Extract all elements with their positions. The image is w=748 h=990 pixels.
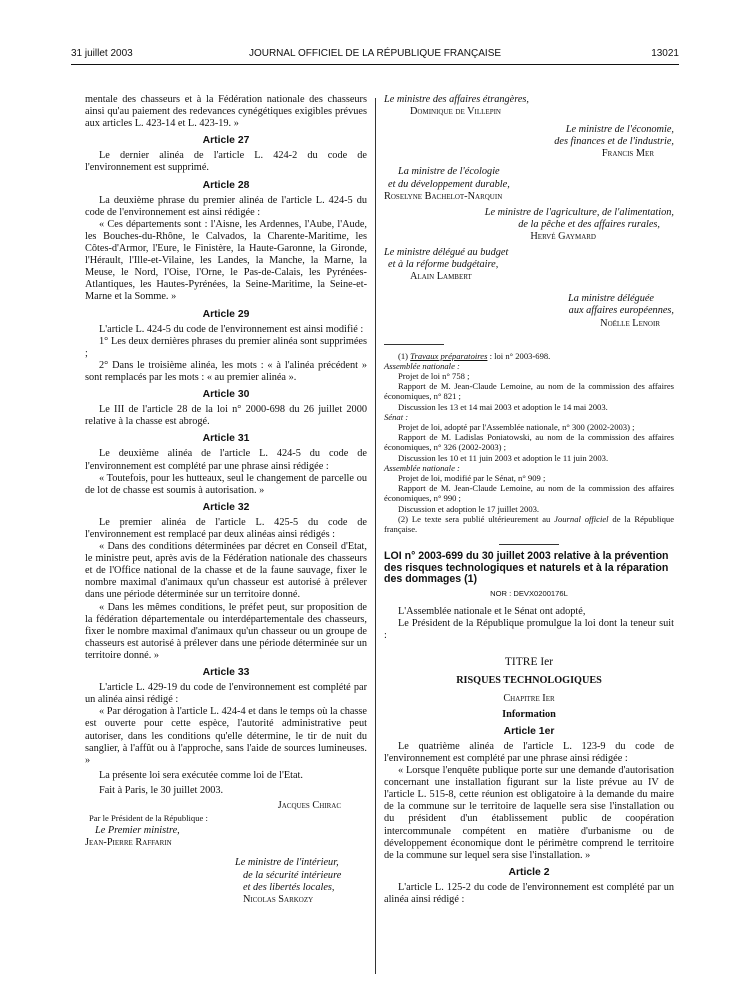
footnote-line: Projet de loi, adopté par l'Assemblée nationale, n° 300 (2002-2003) ; — [398, 422, 635, 433]
paragraph: La deuxième phrase du premier alinéa de l'article L. 424-5 du code de l'environnement est ainsi rédigée : — [85, 194, 367, 218]
footnote-1-text: : loi n° 2003-698. — [487, 350, 551, 361]
nor-reference: NOR : DEVX0200176L — [490, 589, 568, 599]
article-heading: Article 31 — [202, 433, 250, 445]
article-heading: Article 30 — [202, 389, 250, 401]
footnote-1-prefix: (1) — [398, 350, 411, 361]
paragraph: La présente loi sera exécutée comme loi de l'Etat. — [99, 769, 303, 781]
article-heading: Article 33 — [202, 667, 250, 679]
signature-sarkozy: Nicolas Sarkozy — [243, 893, 314, 905]
paragraph: « Toutefois, pour les hutteaux, seul le changement de parcelle ou de lot de chasse est soumis à autorisation. » — [85, 472, 367, 496]
minister-interieur-line2: de la sécurité intérieure — [243, 869, 342, 881]
minister-budget-line2: et à la réforme budgétaire, — [388, 259, 499, 271]
paragraph: Le Président de la République promulgue la loi dont la teneur suit : — [384, 618, 674, 642]
minister-europe-line2: aux affaires européennes, — [568, 305, 674, 317]
article-heading: Article 28 — [202, 179, 250, 191]
information-heading: Information — [502, 708, 556, 720]
paragraph: 1° Les deux dernières phrases du premier alinéa sont supprimées ; — [85, 335, 367, 359]
minister-ae-title: Le ministre des affaires étrangères, — [384, 94, 530, 105]
signature-lenoir: Noëlle Lenoir — [600, 317, 660, 329]
footnote-2-end: de la République française. — [384, 513, 675, 535]
minister-agri-line2: de la pêche et des affaires rurales, — [518, 218, 660, 230]
paragraph: mentale des chasseurs et à la Fédération nationale des chasseurs ainsi qu'au paiement des redevances cynégétiques exigibles prévues aux articles L. 423-14 et L. 423-19. » — [85, 94, 367, 130]
minister-ecologie-line1: La ministre de l'écologie — [398, 166, 500, 178]
signature-raffarin: Jean-Pierre Raffarin — [85, 837, 172, 849]
minister-agri-line1: Le ministre de l'agriculture, de l'alimentation, — [484, 206, 674, 218]
footnote-line: Rapport de M. Jean-Claude Lemoine, au nom de la commission des affaires économiques, n° 821 ; — [384, 381, 674, 402]
minister-europe-line1: La ministre déléguée — [568, 293, 654, 305]
minister-eco-line2: des finances et de l'industrie, — [554, 136, 674, 148]
footnote-line: Projet de loi n° 758 ; — [398, 371, 470, 381]
paragraph: « Dans des conditions déterminées par décret en Conseil d'Etat, le ministre peut, après avis de la Fédération nationale des chasseurs et de l'Office national de la chasse et de la faune sauvage, fixer le nombre maximal d'animaux qu'un chasseur est autorisé à prélever dans une période déterminée sur un territoire donné. — [85, 541, 367, 601]
premier-ministre-title: Le Premier ministre, — [95, 825, 180, 837]
minister-eco-line1: Le ministre de l'économie, — [565, 124, 674, 136]
paragraph: Fait à Paris, le 30 juillet 2003. — [99, 784, 224, 796]
paragraph: « Dans les mêmes conditions, le préfet peut, sur proposition de la fédération départementale ou interdépartementale des chasseurs, fixer le nombre maximal d'animaux qu'un chasseur ou un groupe de chasseurs est autorisé à prélever dans une période déterminée sur un territoire donné. » — [85, 601, 367, 661]
minister-ecologie-line2: et du développement durable, — [388, 178, 510, 190]
minister-budget-line1: Le ministre délégué au budget — [384, 247, 509, 259]
paragraph: Le deuxième alinéa de l'article L. 424-5 du code de l'environnement est complété par une phrase ainsi rédigée : — [85, 448, 367, 472]
article-heading: Article 29 — [202, 308, 250, 320]
article-heading: Article 1er — [503, 725, 555, 737]
footnote-line: Discussion les 10 et 11 juin 2003 et adoption le 11 juin 2003. — [398, 452, 609, 463]
footnote-2 — [384, 514, 674, 534]
paragraph: « Ces départements sont : l'Aisne, les Ardennes, l'Aube, l'Aude, les Bouches-du-Rhône, le Calvados, la Charente-Maritime, les Côtes-d'Armor, l'Eure, le Finistère, la Haute-Garonne, la Gironde, l'Hérault, l'Ille-et-Vilaine, les Landes, la Manche, la Marne, la Meuse, le Nord, l'Oise, l'Orne, le Pas-de-Calais, les Pyrénées-Atlantiques, les Hautes-Pyrénées, la Seine-Maritime, la Seine-et-Marne et la Somme. » — [85, 218, 367, 303]
paragraph: L'article L. 125-2 du code de l'environnement est complété par un alinéa ainsi rédigé : — [384, 881, 674, 905]
chapitre-heading: Chapitre Ier — [503, 692, 555, 704]
footnote-heading: Sénat : — [384, 411, 409, 422]
footnote-1-label: Travaux préparatoires — [410, 350, 488, 361]
minister-interieur-line1: Le ministre de l'intérieur, — [235, 857, 339, 869]
paragraph: Le III de l'article 28 de la loi n° 2000-698 du 26 juillet 2000 relative à la chasse est abrogé. — [85, 404, 367, 428]
right-column — [384, 94, 674, 906]
paragraph: L'article L. 429-19 du code de l'environnement est complété par un alinéa ainsi rédigé : — [85, 682, 367, 706]
paragraph: Le quatrième alinéa de l'article L. 123-9 du code de l'environnement est complété par une phrase ainsi rédigée : — [384, 740, 674, 764]
paragraph: « Lorsque l'enquête publique porte sur une demande d'autorisation concernant une installation figurant sur la liste prévue au IV de l'article L. 515-8, cette réunion est obligatoire à la demande du maire de la commune sur le territoire de laquelle sera sise l'installation ou du président d'un établissement public de coopération intercommunale compétent en matière d'urbanisme ou de développement économique dont le périmètre comprend le territoire de la commune sur lequel sera sise l'installation. » — [384, 765, 674, 861]
left-column — [85, 94, 367, 906]
footnote-line: Discussion les 13 et 14 mai 2003 et adoption le 14 mai 2003. — [398, 401, 608, 412]
paragraph: Le premier alinéa de l'article L. 425-5 du code de l'environnement est remplacé par deux alinéas ainsi rédigés : — [85, 516, 367, 540]
signature-mer: Francis Mer — [601, 148, 654, 160]
header-journal-title: JOURNAL OFFICIEL DE LA RÉPUBLIQUE FRANÇAISE — [248, 48, 502, 59]
footnote-line: Rapport de M. Ladislas Poniatowski, au nom de la commission des affaires économiques, n° 326 (2002-2003) ; — [384, 432, 674, 453]
article-heading: Article 32 — [202, 501, 250, 513]
paragraph: « Par dérogation à l'article L. 424-4 et dans le temps où la chasse est ouverte pour cette espèce, l'autorité administrative peut autoriser, dans les conditions qu'elle détermine, le tir de nuit du sanglier, à l'affût ou à l'approche, sans l'aide de sources lumineuses. » — [85, 706, 367, 766]
signature-gaymard: Hervé Gaymard — [530, 230, 596, 242]
risques-heading: RISQUES TECHNOLOGIQUES — [456, 674, 602, 686]
footnote-line: Rapport de M. Jean-Claude Lemoine, au nom de la commission des affaires économiques, n° 990 ; — [384, 483, 674, 504]
paragraph: L'Assemblée nationale et le Sénat ont adopté, — [398, 606, 586, 618]
paragraph: Le dernier alinéa de l'article L. 424-2 du code de l'environnement est supprimé. — [85, 150, 367, 174]
footnotes — [384, 351, 674, 535]
page-header — [71, 48, 679, 64]
footnote-heading: Assemblée nationale : — [384, 462, 460, 473]
header-date: 31 juillet 2003 — [71, 48, 133, 59]
header-page-number: 13021 — [651, 48, 679, 59]
minister-interieur-line3: et des libertés locales, — [243, 881, 335, 893]
footnote-2-text: (2) Le texte sera publié ultérieurement au — [398, 513, 555, 524]
signature-chirac: Jacques Chirac — [277, 799, 341, 811]
par-le-president: Par le Président de la République : — [89, 813, 208, 824]
article-heading: Article 27 — [202, 135, 250, 147]
paragraph: L'article L. 424-5 du code de l'environnement est ainsi modifié : — [99, 323, 364, 335]
footnote-line: Discussion et adoption le 17 juillet 2003. — [398, 503, 540, 514]
signature-villepin: Dominique de Villepin — [410, 106, 501, 118]
titre-heading: TITRE Ier — [504, 656, 554, 669]
footnote-heading: Assemblée nationale : — [384, 360, 460, 371]
footnote-1 — [384, 351, 674, 361]
signature-lambert: Alain Lambert — [410, 271, 472, 283]
header-rule — [71, 64, 679, 65]
column-divider — [375, 98, 376, 974]
loi-separator — [499, 544, 559, 545]
signature-bachelot: Roselyne Bachelot-Narquin — [384, 190, 503, 202]
loi-title: LOI n° 2003-699 du 30 juillet 2003 relative à la prévention des risques technologiques et naturels et à la réparation des dommages (1) — [384, 550, 669, 586]
article-heading: Article 2 — [508, 866, 550, 878]
footnote-line: Projet de loi, modifié par le Sénat, n° 909 ; — [398, 473, 546, 484]
footnote-2-journal: Journal officiel — [554, 513, 609, 524]
paragraph: 2° Dans le troisième alinéa, les mots : « à l'alinéa précédent » sont remplacés par les mots : « au premier alinéa ». — [85, 359, 367, 383]
notes-separator — [384, 344, 444, 345]
